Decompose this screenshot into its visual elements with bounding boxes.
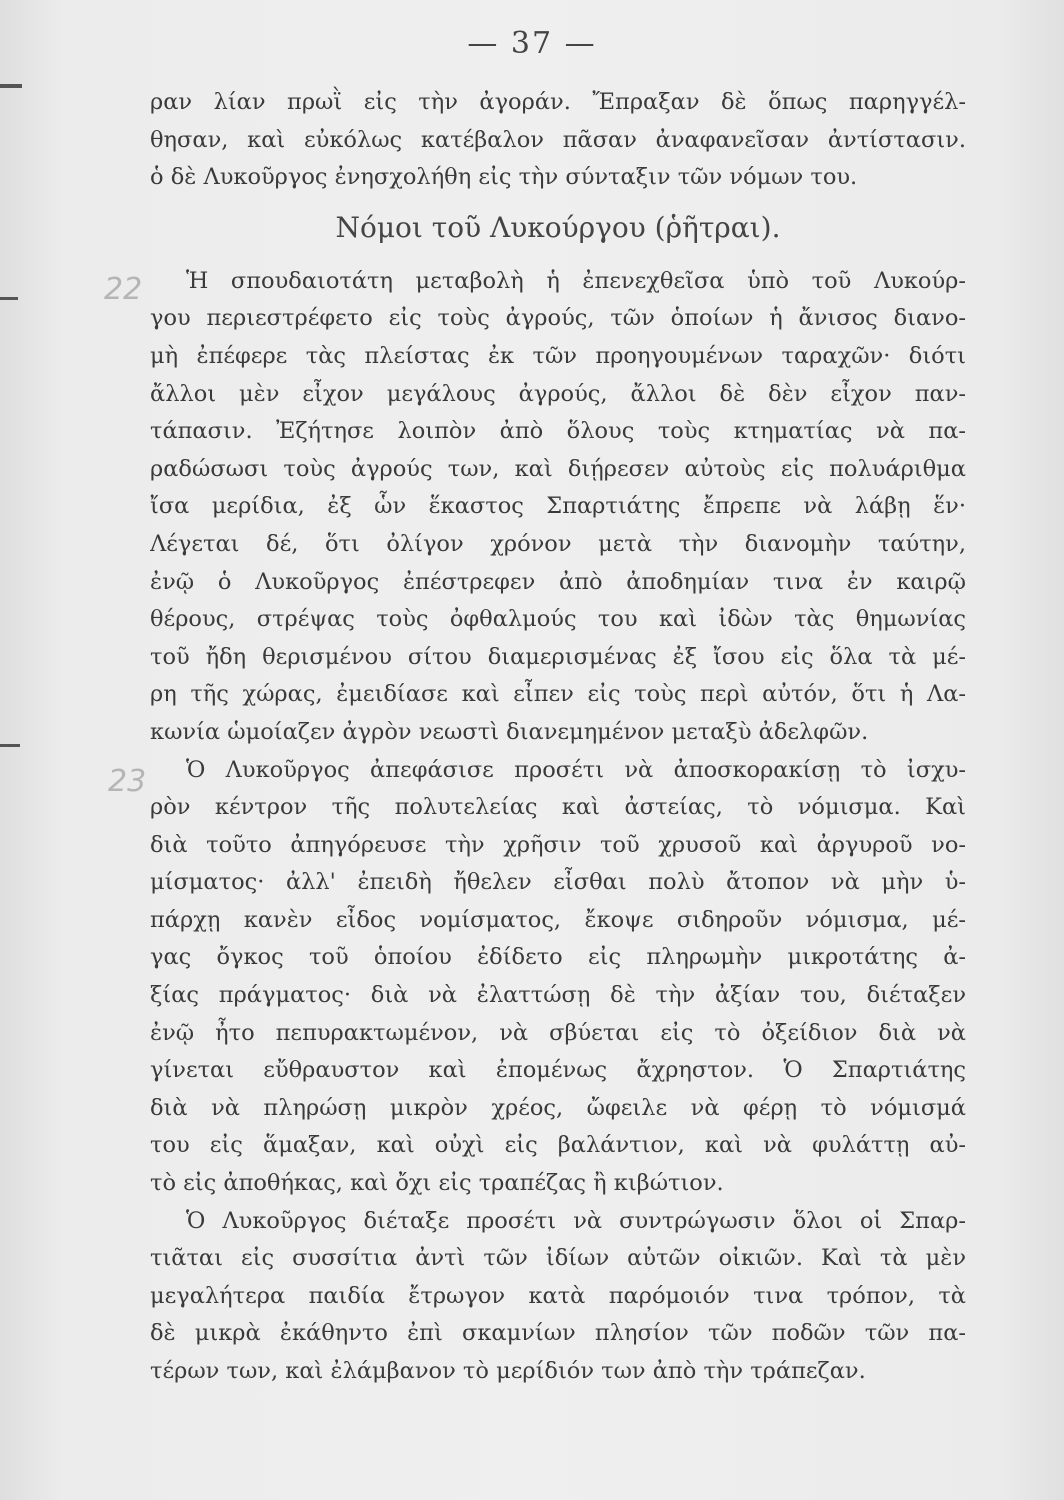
text-line: τοῦ ἤδη θερισμένου σίτου διαμερισμένας ἐξ ἴσου εἰς ὅλα τὰ μέ-: [150, 643, 966, 670]
text-line: διὰ τοῦτο ἀπηγόρευσε τὴν χρῆσιν τοῦ χρυσοῦ καὶ ἀργυροῦ νο-: [150, 831, 966, 858]
edge-mark: [0, 84, 22, 88]
text-line: γας ὄγκος τοῦ ὁποίου ἐδίδετο εἰς πληρωμὴν μικροτάτης ἀ-: [150, 944, 966, 971]
text-line: θέρους, στρέψας τοὺς ὀφθαλμούς του καὶ ἰδὼν τὰς θημωνίας: [150, 606, 966, 633]
text-line: μίσματος· ἀλλ' ἐπειδὴ ἤθελεν εἶσθαι πολὺ ἄτοπον νὰ μὴν ὑ-: [150, 869, 966, 896]
edge-mark: [0, 297, 18, 300]
text-line: ἐνῷ ὁ Λυκοῦργος ἐπέστρεφεν ἀπὸ ἀποδημίαν τινα ἐν καιρῷ: [150, 568, 966, 595]
text-line: ἄλλοι μὲν εἶχον μεγάλους ἀγρούς, ἄλλοι δὲ δὲν εἶχον παν-: [150, 380, 966, 407]
text-line: δὲ μικρὰ ἐκάθηντο ἐπὶ σκαμνίων πλησίον τῶν ποδῶν τῶν πα-: [150, 1320, 966, 1347]
text-line: μὴ ἐπέφερε τὰς πλείστας ἐκ τῶν προηγουμένων ταραχῶν· διότι: [150, 342, 966, 369]
margin-note: 23: [108, 764, 147, 799]
text-line: Ὁ Λυκοῦργος ἀπεφάσισε προσέτι νὰ ἀποσκορακίσῃ τὸ ἰσχυ-: [186, 756, 966, 783]
page-number: — 37 —: [467, 26, 597, 61]
text-line: τὸ εἰς ἀποθήκας, καὶ ὄχι εἰς τραπέζας ἢ κιβώτιον.: [150, 1170, 724, 1197]
text-line: πάρχῃ κανὲν εἶδος νομίσματος, ἔκοψε σιδηροῦν νόμισμα, μέ-: [150, 906, 966, 933]
edge-mark: [0, 744, 20, 747]
text-line: ραν λίαν πρωῒ εἰς τὴν ἀγοράν. Ἔπραξαν δὲ ὅπως παρηγγέλ-: [150, 89, 966, 115]
text-line: τιᾶται εἰς συσσίτια ἀντὶ τῶν ἰδίων αὐτῶν οἰκιῶν. Καὶ τὰ μὲν: [150, 1245, 966, 1272]
text-line: ξίας πράγματος· διὰ νὰ ἐλαττώσῃ δὲ τὴν ἀξίαν του, διέταξεν: [150, 982, 966, 1009]
text-line: μεγαλήτερα παιδία ἔτρωγον κατὰ παρόμοιόν τινα τρόπον, τὰ: [150, 1282, 966, 1309]
text-block: [150, 84, 966, 1391]
text-line: ραδώσωσι τοὺς ἀγρούς των, καὶ διῄρεσεν αὐτοὺς εἰς πολυάριθμα: [150, 455, 966, 482]
text-line: Ἡ σπουδαιοτάτη μεταβολὴ ἡ ἐπενεχθεῖσα ὑπὸ τοῦ Λυκούρ-: [186, 267, 966, 294]
text-line: ρη τῆς χώρας, ἐμειδίασε καὶ εἶπεν εἰς τοὺς περὶ αὐτόν, ὅτι ἡ Λα-: [150, 681, 966, 708]
text-line: τέρων των, καὶ ἐλάμβανον τὸ μερίδιόν των ἀπὸ τὴν τράπεζαν.: [150, 1358, 866, 1384]
text-line: διὰ νὰ πληρώσῃ μικρὸν χρέος, ὤφειλε νὰ φέρῃ τὸ νόμισμά: [150, 1094, 966, 1121]
text-line: Λέγεται δέ, ὅτι ὀλίγον χρόνον μετὰ τὴν διανομὴν ταύτην,: [150, 530, 966, 557]
margin-note: 22: [104, 272, 143, 307]
text-line: του εἰς ἅμαξαν, καὶ οὐχὶ εἰς βαλάντιον, καὶ νὰ φυλάττῃ αὐ-: [150, 1132, 966, 1159]
text-line: ἐνῷ ἦτο πεπυρακτωμένον, νὰ σβύεται εἰς τὸ ὀξείδιον διὰ νὰ: [150, 1019, 966, 1046]
text-line: γου περιεστρέφετο εἰς τοὺς ἀγρούς, τῶν ὁποίων ἡ ἄνισος διανο-: [150, 305, 966, 332]
section-heading: Νόμοι τοῦ Λυκούργου (ῥῆτραι).: [335, 210, 781, 244]
text-line: ρὸν κέντρον τῆς πολυτελείας καὶ ἀστείας, τὸ νόμισμα. Καὶ: [150, 794, 966, 821]
text-line: ἴσα μερίδια, ἐξ ὧν ἕκαστος Σπαρτιάτης ἔπρεπε νὰ λάβῃ ἕν·: [150, 493, 966, 520]
text-line: ὁ δὲ Λυκοῦργος ἐνησχολήθη εἰς τὴν σύνταξιν τῶν νόμων του.: [150, 164, 858, 191]
text-line: Ὁ Λυκοῦργος διέταξε προσέτι νὰ συντρώγωσιν ὅλοι οἱ Σπαρ-: [186, 1207, 966, 1234]
text-line: θησαν, καὶ εὐκόλως κατέβαλον πᾶσαν ἀναφανεῖσαν ἀντίστασιν.: [150, 126, 966, 153]
text-line: τάπασιν. Ἐζήτησε λοιπὸν ἀπὸ ὅλους τοὺς κτηματίας νὰ πα-: [150, 418, 966, 445]
text-line: κωνία ὡμοίαζεν ἀγρὸν νεωστὶ διανεμημένον μεταξὺ ἀδελφῶν.: [150, 718, 869, 745]
text-line: γίνεται εὔθραυστον καὶ ἐπομένως ἄχρηστον. Ὁ Σπαρτιάτης: [150, 1057, 966, 1084]
